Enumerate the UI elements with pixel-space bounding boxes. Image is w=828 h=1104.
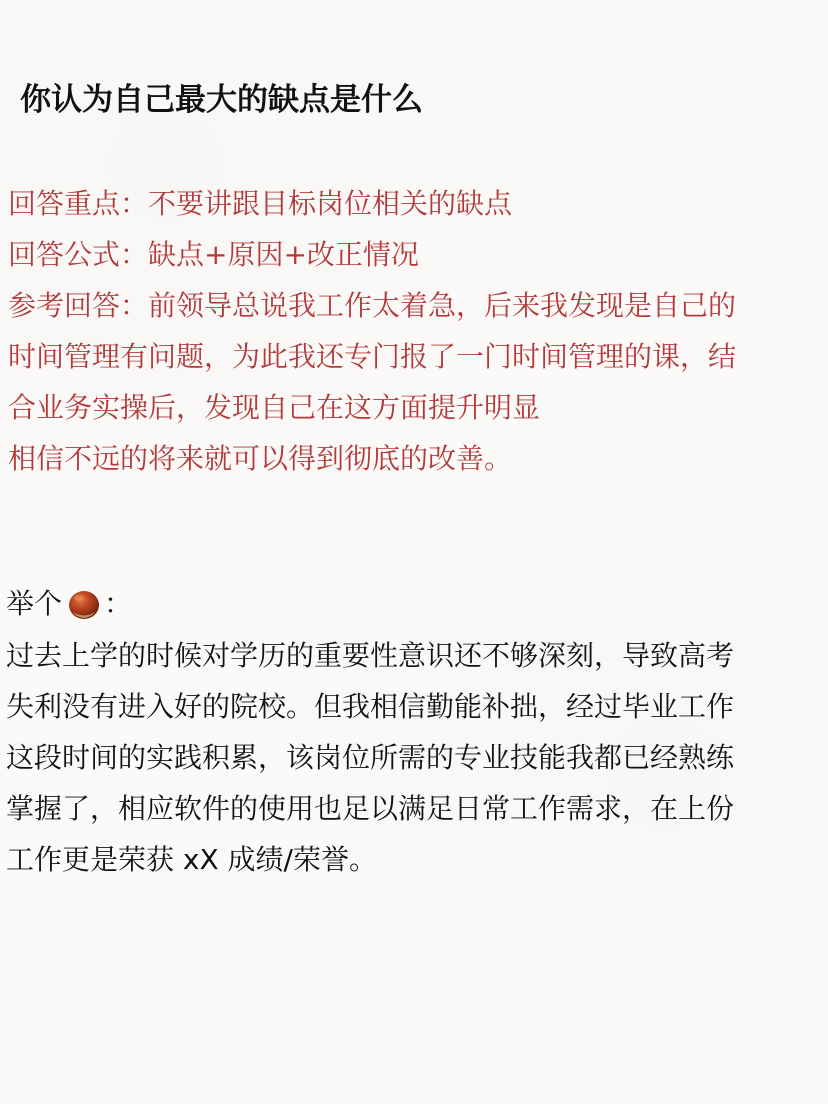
- example-block: [6, 630, 822, 885]
- reference-answer-line: 相信不远的将来就可以得到彻底的改善。: [8, 442, 513, 475]
- example-heading-colon: ：: [104, 587, 133, 620]
- example-text-line: 工作更是荣获 xX 成绩/荣誉。: [6, 843, 377, 876]
- answer-block: [8, 178, 820, 484]
- answer-key-point-line: 回答重点：不要讲跟目标岗位相关的缺点: [8, 187, 513, 220]
- example-heading-prefix: 举个: [6, 587, 63, 620]
- example-text-line: 这段时间的实践积累，该岗位所需的专业技能我都已经熟练: [6, 741, 735, 774]
- example-text-line: 掌握了，相应软件的使用也足以满足日常工作需求，在上份: [6, 792, 735, 825]
- page-title: 你认为自己最大的缺点是什么: [20, 82, 423, 118]
- example-text-line: 失利没有进入好的院校。但我相信勤能补拙，经过毕业工作: [6, 690, 735, 723]
- chestnut-icon: [66, 586, 102, 622]
- reference-answer-line: 合业务实操后，发现自己在这方面提升明显: [8, 391, 541, 424]
- example-text-line: 过去上学的时候对学历的重要性意识还不够深刻，导致高考: [6, 639, 735, 672]
- example-heading: [6, 582, 132, 626]
- answer-formula-line: 回答公式：缺点+原因+改正情况: [8, 238, 419, 271]
- reference-answer-line: 参考回答：前领导总说我工作太着急，后来我发现是自己的: [8, 289, 737, 322]
- reference-answer-line: 时间管理有问题，为此我还专门报了一门时间管理的课，结: [8, 340, 737, 373]
